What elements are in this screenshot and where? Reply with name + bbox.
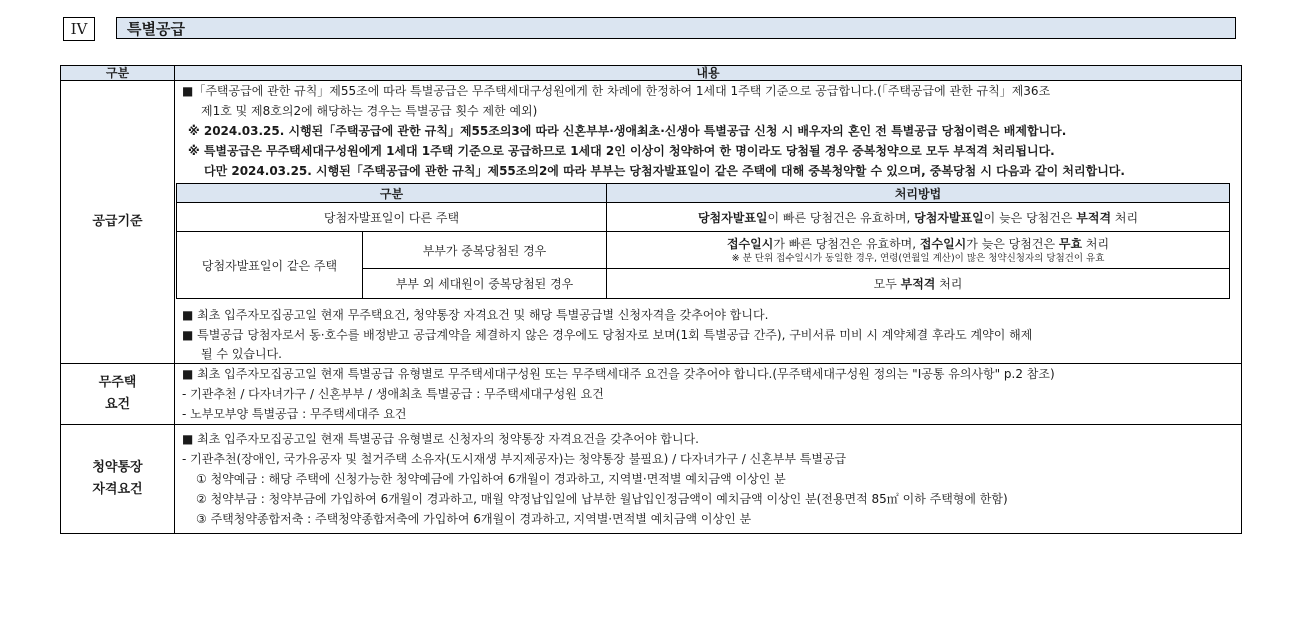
supply-note: 다만 2024.03.25. 시행된「주택공급에 관한 규칙」제55조의2에 따라 부부는 당첨자발표일이 같은 주택에 대해 중복청약할 수 있으며, 중복당첨 시 다음과 같이 처리합니다. xyxy=(204,164,1125,178)
homeless-rule-line: ■ 최초 입주자모집공고일 현재 특별공급 유형별로 무주택세대구성원 또는 무주택세대주 요건을 갖추어야 합니다.(무주택세대구성원 정의는 "Ⅰ공통 유의사항" p.2 참조) xyxy=(182,367,1055,381)
inner-row-note: ※ 분 단위 접수일시가 동일한 경우, 연령(연월일 계산)이 많은 청약신청자의 당첨건이 유효 xyxy=(731,253,1105,264)
inner-header-method: 처리방법 xyxy=(607,184,1230,203)
homeless-rule-line: - 기관추천 / 다자녀가구 / 신혼부부 / 생애최초 특별공급 : 무주택세대구성원 요건 xyxy=(182,387,604,401)
inner-row-category: 당첨자발표일이 같은 주택 xyxy=(177,232,363,299)
supply-rule-line: ■「주택공급에 관한 규칙」제55조에 따라 특별공급은 무주택세대구성원에게 한 차례에 한정하여 1세대 1주택 기준으로 공급합니다.(「주택공급에 관한 규칙」제36조 xyxy=(182,84,1051,98)
supply-rule-line: ■ 최초 입주자모집공고일 현재 무주택요건, 청약통장 자격요건 및 해당 특별공급별 신청자격을 갖추어야 합니다. xyxy=(182,308,769,322)
row-label-homeless: 무주택 요건 xyxy=(61,364,175,425)
duplicate-win-table xyxy=(176,183,1230,299)
column-header-content: 내용 xyxy=(175,66,1242,81)
special-supply-table xyxy=(60,65,1242,534)
homeless-content xyxy=(175,364,1242,425)
section-title: 특별공급 xyxy=(116,17,1236,39)
column-header-category: 구분 xyxy=(61,66,175,81)
supply-rule-line: 될 수 있습니다. xyxy=(201,347,282,361)
inner-row-subcategory: 부부 외 세대원이 중복당첨된 경우 xyxy=(363,269,607,299)
inner-row-method: 당첨자발표일이 빠른 당첨건은 유효하며, 당첨자발표일이 늦은 당첨건은 부적격 처리 xyxy=(607,203,1230,232)
account-content xyxy=(175,425,1242,534)
inner-row-category: 당첨자발표일이 다른 주택 xyxy=(177,203,607,232)
account-rule-line: ■ 최초 입주자모집공고일 현재 특별공급 유형별로 신청자의 청약통장 자격요건을 갖추어야 합니다. xyxy=(182,432,699,446)
inner-row-subcategory: 부부가 중복당첨된 경우 xyxy=(363,232,607,269)
account-rule-line: - 기관추천(장애인, 국가유공자 및 철거주택 소유자(도시재생 부지제공자)는 청약통장 불필요) / 다자녀가구 / 신혼부부 특별공급 xyxy=(182,452,847,466)
inner-row-method: 모두 부적격 처리 xyxy=(607,269,1230,299)
supply-rule-line: 제1호 및 제8호의2에 해당하는 경우는 특별공급 횟수 제한 예외) xyxy=(201,104,538,118)
supply-rule-line: ■ 특별공급 당첨자로서 동·호수를 배정받고 공급계약을 체결하지 않은 경우에도 당첨자로 보며(1회 특별공급 간주), 구비서류 미비 시 계약체결 후라도 계약이 해제 xyxy=(182,328,1033,342)
account-rule-line: ③ 주택청약종합저축 : 주택청약종합저축에 가입하여 6개월이 경과하고, 지역별·면적별 예치금액 이상인 분 xyxy=(196,512,752,526)
supply-note: ※ 특별공급은 무주택세대구성원에게 1세대 1주택 기준으로 공급하므로 1세대 2인 이상이 청약하여 한 명이라도 당첨될 경우 중복청약으로 모두 부적격 처리됩니다. xyxy=(188,144,1055,158)
supply-content xyxy=(175,81,1242,364)
section-number: IV xyxy=(63,17,95,41)
supply-note: ※ 2024.03.25. 시행된「주택공급에 관한 규칙」제55조의3에 따라 신혼부부·생애최초·신생아 특별공급 신청 시 배우자의 혼인 전 특별공급 당첨이력은 배제합니다. xyxy=(188,124,1067,138)
inner-header-category: 구분 xyxy=(177,184,607,203)
account-rule-line: ② 청약부금 : 청약부금에 가입하여 6개월이 경과하고, 매월 약정납입일에 납부한 월납입인정금액이 예치금액 이상인 분(전용면적 85㎡ 이하 주택형에 한함) xyxy=(196,492,1008,506)
row-label-account: 청약통장 자격요건 xyxy=(61,425,175,534)
row-label-supply: 공급기준 xyxy=(61,81,175,364)
inner-row-method: 접수일시가 빠른 당첨건은 유효하며, 접수일시가 늦은 당첨건은 무효 처리 ※ 분 단위 접수일시가 동일한 경우, 연령(연월일 계산)이 많은 청약신청자의 당첨건이 유효 xyxy=(607,232,1230,269)
account-rule-line: ① 청약예금 : 해당 주택에 신청가능한 청약예금에 가입하여 6개월이 경과하고, 지역별·면적별 예치금액 이상인 분 xyxy=(196,472,786,486)
homeless-rule-line: - 노부모부양 특별공급 : 무주택세대주 요건 xyxy=(182,407,407,421)
